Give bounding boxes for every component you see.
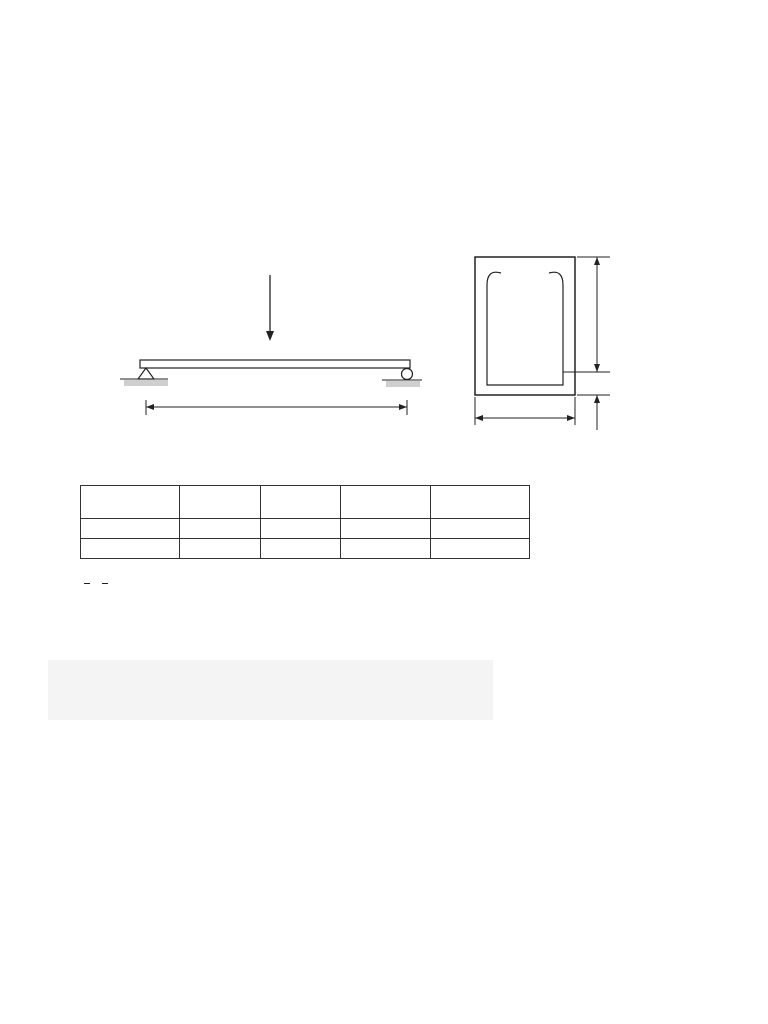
span-arrowhead-left (146, 404, 154, 410)
step-1 (48, 457, 78, 477)
table-header-row (81, 486, 530, 519)
beam (140, 360, 410, 368)
table-header (81, 486, 180, 519)
scan-background (48, 660, 493, 720)
roller-support (402, 369, 413, 380)
ground-hatch-left (124, 380, 168, 386)
section-diagram (455, 245, 725, 440)
table-header (431, 486, 530, 519)
table-cell (341, 539, 431, 559)
table-cell (431, 519, 530, 539)
pin-support (138, 368, 154, 379)
fraction-l-over-16 (84, 583, 90, 584)
table-row (81, 539, 530, 559)
table-row (81, 519, 530, 539)
step-2 (66, 667, 98, 683)
span-arrowhead-right (399, 404, 407, 410)
depth-arrowhead-top (594, 257, 600, 265)
table-header (341, 486, 431, 519)
table-cell (179, 519, 260, 539)
table-cell (341, 519, 431, 539)
beam-diagram (110, 255, 430, 430)
section-outline (475, 257, 575, 395)
table-cell (431, 539, 530, 559)
point-load-arrowhead (266, 331, 274, 341)
minimum-thickness-table (80, 485, 530, 559)
fraction-span-over-16 (102, 583, 108, 584)
table-cell (260, 519, 341, 539)
table-cell (81, 539, 180, 559)
minimum-height-formula (80, 572, 112, 593)
table-header (260, 486, 341, 519)
table-cell (260, 539, 341, 559)
width-arrowhead-right (567, 415, 575, 421)
table-cell (179, 539, 260, 559)
fraction-numerator (102, 583, 108, 584)
ground-hatch-right (386, 381, 420, 387)
table-header (179, 486, 260, 519)
width-arrowhead-left (475, 415, 483, 421)
fraction-numerator (84, 583, 90, 584)
table-cell (81, 519, 180, 539)
depth-arrowhead-bottom (594, 364, 600, 372)
cover-arrowhead (594, 395, 600, 403)
